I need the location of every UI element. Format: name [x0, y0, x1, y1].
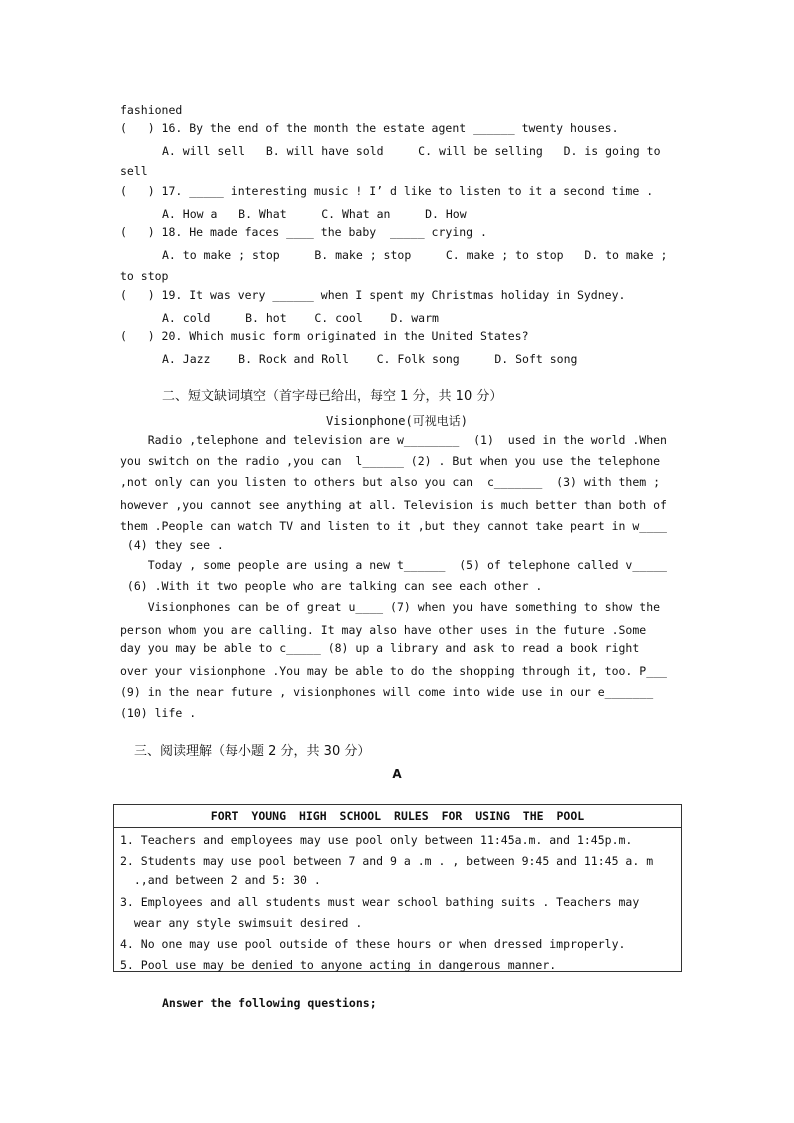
section-3-heading: 三、阅读理解（每小题 2 分，共 30 分）: [134, 744, 371, 759]
answer-prompt: Answer the following questions;: [162, 996, 377, 1010]
question-18: ( ) 18. He made faces ____ the baby _____ crying .: [120, 225, 487, 239]
question-17-options: A. How a B. What C. What an D. How: [162, 207, 467, 221]
question-16: ( ) 16. By the end of the month the estate agent ______ twenty houses.: [120, 121, 619, 135]
passage-line: them .People can watch TV and listen to it ,but they cannot take peart in w____: [120, 519, 667, 533]
table-row: 1. Teachers and employees may use pool only between 11:45a.m. and 1:45p.m.: [120, 833, 633, 847]
text-line: fashioned: [120, 103, 183, 117]
pool-rules-table: [113, 804, 682, 972]
table-row: 4. No one may use pool outside of these hours or when dressed improperly.: [120, 937, 626, 951]
section-2-heading: 二、短文缺词填空（首字母已给出，每空 1 分，共 10 分）: [162, 389, 503, 404]
question-20-options: A. Jazz B. Rock and Roll C. Folk song D. Soft song: [162, 352, 578, 366]
passage-line: over your visionphone .You may be able to do the shopping through it, too. P___: [120, 664, 667, 678]
question-16-options: A. will sell B. will have sold C. will be selling D. is going to: [162, 144, 661, 158]
passage-title: Visionphone(可视电话): [326, 414, 468, 428]
question-19: ( ) 19. It was very ______ when I spent my Christmas holiday in Sydney.: [120, 288, 626, 302]
passage-line: (9) in the near future , visionphones will come into wide use in our e_______: [120, 685, 654, 699]
passage-line: (4) they see .: [120, 538, 224, 552]
passage-line: day you may be able to c_____ (8) up a library and ask to read a book right: [120, 641, 640, 655]
text-line: to stop: [120, 269, 169, 283]
passage-line: Today , some people are using a new t______ (5) of telephone called v_____: [120, 558, 667, 572]
table-row: .,and between 2 and 5: 30 .: [120, 873, 321, 887]
text-line: sell: [120, 164, 148, 178]
table-row: 2. Students may use pool between 7 and 9 a .m . , between 9:45 and 11:45 a. m: [120, 854, 654, 868]
question-19-options: A. cold B. hot C. cool D. warm: [162, 311, 439, 325]
table-row: 3. Employees and all students must wear school bathing suits . Teachers may: [120, 895, 640, 909]
question-18-options: A. to make ; stop B. make ; stop C. make ; to stop D. to make ;: [162, 248, 668, 262]
table-row: wear any style swimsuit desired .: [120, 916, 363, 930]
part-label: A: [392, 767, 402, 781]
passage-line: however ,you cannot see anything at all. Television is much better than both of: [120, 498, 667, 512]
passage-line: you switch on the radio ,you can l______ (2) . But when you use the telephone: [120, 454, 661, 468]
question-20: ( ) 20. Which music form originated in the United States?: [120, 329, 529, 343]
passage-line: ,not only can you listen to others but also you can c_______ (3) with them ;: [120, 475, 661, 489]
question-17: ( ) 17. _____ interesting music ! I’ d like to listen to it a second time .: [120, 184, 654, 198]
passage-line: Radio ,telephone and television are w________ (1) used in the world .When: [120, 433, 667, 447]
table-title: FORT YOUNG HIGH SCHOOL RULES FOR USING THE POOL: [114, 805, 681, 828]
passage-line: Visionphones can be of great u____ (7) when you have something to show the: [120, 600, 661, 614]
passage-line: (6) .With it two people who are talking can see each other .: [120, 579, 543, 593]
passage-line: (10) life .: [120, 706, 197, 720]
table-row: 5. Pool use may be denied to anyone acting in dangerous manner.: [120, 958, 557, 972]
passage-line: person whom you are calling. It may also have other uses in the future .Some: [120, 623, 647, 637]
